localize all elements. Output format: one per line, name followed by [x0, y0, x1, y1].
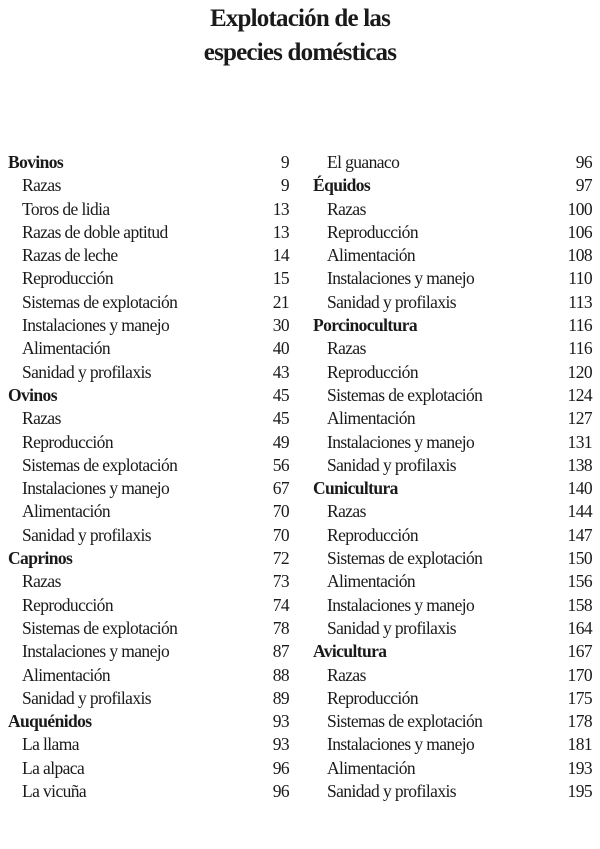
- toc-entry-label: La vicuña: [22, 781, 87, 802]
- toc-section-entry: [8, 151, 289, 174]
- title-line-2: especies domésticas: [203, 39, 397, 66]
- toc-subentry: [8, 733, 289, 756]
- toc-entry-label: Instalaciones y manejo: [22, 478, 170, 499]
- toc-page-number: 110: [568, 268, 592, 289]
- toc-subentry: [313, 664, 592, 687]
- toc-subentry: [313, 454, 592, 477]
- toc-entry-label: Alimentación: [22, 664, 111, 685]
- toc-subentry: [313, 547, 592, 570]
- toc-page-number: 73: [272, 571, 289, 592]
- toc-column-right: [313, 151, 592, 803]
- title-line-1: Explotación de las: [209, 5, 391, 32]
- toc-page-number: 158: [567, 594, 592, 615]
- toc-page-number: 97: [575, 175, 592, 196]
- toc-subentry: [313, 570, 592, 593]
- toc-entry-label: Sistemas de explotación: [22, 454, 178, 475]
- toc-subentry: [313, 594, 592, 617]
- toc-page-number: 120: [567, 361, 592, 382]
- toc-entry-label: Reproducción: [327, 361, 418, 382]
- toc-subentry: [313, 524, 592, 547]
- toc-subentry: [8, 361, 289, 384]
- toc-subentry: [8, 174, 289, 197]
- toc-entry-label: Instalaciones y manejo: [22, 315, 170, 336]
- toc-section-entry: [8, 547, 289, 570]
- toc-page-number: 89: [272, 687, 289, 708]
- toc-entry-label: Sanidad y profilaxis: [327, 617, 456, 638]
- toc-page-number: 43: [272, 361, 289, 382]
- toc-entry-label: Sanidad y profilaxis: [22, 524, 151, 545]
- toc-entry-label: Instalaciones y manejo: [327, 734, 475, 755]
- toc-subentry: [313, 617, 592, 640]
- toc-subentry: [313, 407, 592, 430]
- toc-column-left: [8, 151, 289, 803]
- toc-subentry: [8, 594, 289, 617]
- toc-entry-label: Razas: [327, 338, 366, 359]
- toc-subentry: [313, 687, 592, 710]
- toc-entry-label: Caprinos: [8, 548, 73, 569]
- toc-subentry: [313, 337, 592, 360]
- toc-entry-label: Instalaciones y manejo: [327, 431, 475, 452]
- toc-page-number: 113: [568, 291, 592, 312]
- toc-page-number: 74: [272, 594, 289, 615]
- toc-entry-label: Sistemas de explotación: [327, 711, 483, 732]
- toc-subentry: [8, 500, 289, 523]
- toc-page-number: 9: [280, 175, 289, 196]
- toc-entry-label: La alpaca: [22, 757, 85, 778]
- toc-page-number: 170: [567, 664, 592, 685]
- toc-page-number: 40: [272, 338, 289, 359]
- toc-page-number: 96: [272, 757, 289, 778]
- toc-page-number: 178: [567, 711, 592, 732]
- toc-page-number: 13: [272, 221, 289, 242]
- page-title: [0, 2, 600, 70]
- toc-subentry: [8, 267, 289, 290]
- toc-page-number: 96: [575, 152, 592, 172]
- toc-page-number: 87: [272, 641, 289, 662]
- toc-page-number: 49: [272, 431, 289, 452]
- toc-page-number: 13: [272, 198, 289, 219]
- toc-entry-label: Razas: [327, 664, 366, 685]
- toc-subentry: [8, 198, 289, 221]
- toc-entry-label: Instalaciones y manejo: [327, 594, 475, 615]
- toc-subentry: [8, 687, 289, 710]
- toc-page-number: 96: [272, 781, 289, 802]
- toc-page-number: 88: [272, 664, 289, 685]
- toc-page-number: 108: [567, 245, 592, 266]
- toc-entry-label: Bovinos: [8, 152, 64, 172]
- toc-section-entry: [8, 710, 289, 733]
- toc-entry-label: Sanidad y profilaxis: [327, 454, 456, 475]
- toc-page-number: 9: [280, 152, 289, 172]
- toc-subentry: [313, 384, 592, 407]
- toc-subentry: [313, 431, 592, 454]
- toc-entry-label: Reproducción: [22, 594, 113, 615]
- toc-entry-label: Ovinos: [8, 384, 57, 405]
- toc-subentry: [8, 244, 289, 267]
- toc-entry-label: Reproducción: [22, 431, 113, 452]
- toc-section-entry: [313, 640, 592, 663]
- toc-section-entry: [8, 384, 289, 407]
- toc-subentry: [313, 500, 592, 523]
- toc-entry-label: Sanidad y profilaxis: [22, 361, 151, 382]
- toc-page-number: 45: [272, 384, 289, 405]
- toc-entry-label: Sistemas de explotación: [327, 384, 483, 405]
- toc-subentry: [313, 244, 592, 267]
- toc-page-number: 140: [567, 478, 592, 499]
- toc-page-number: 14: [272, 245, 289, 266]
- toc-entry-label: Sistemas de explotación: [327, 548, 483, 569]
- toc-subentry: [313, 291, 592, 314]
- toc-page-number: 138: [567, 454, 592, 475]
- toc-entry-label: Instalaciones y manejo: [327, 268, 475, 289]
- toc-subentry: [8, 407, 289, 430]
- toc-page-number: 21: [272, 291, 289, 312]
- toc-page-number: 106: [567, 221, 592, 242]
- toc-page-number: 56: [272, 454, 289, 475]
- toc-entry-label: Sanidad y profilaxis: [327, 291, 456, 312]
- toc-entry-label: Alimentación: [327, 757, 416, 778]
- toc-page-number: 93: [272, 711, 289, 732]
- toc-subentry: [8, 757, 289, 780]
- toc-page-number: 78: [272, 617, 289, 638]
- toc-subentry: [8, 780, 289, 803]
- toc-page-number: 100: [567, 198, 592, 219]
- toc-subentry: [313, 151, 592, 174]
- toc-entry-label: Auquénidos: [8, 711, 92, 732]
- toc-entry-label: Razas de leche: [22, 245, 118, 266]
- toc-page-number: 15: [272, 268, 289, 289]
- toc-entry-label: Avicultura: [313, 641, 387, 662]
- toc-page-number: 30: [272, 315, 289, 336]
- toc-section-entry: [313, 477, 592, 500]
- toc-page-number: 164: [567, 617, 592, 638]
- toc-page-number: 144: [567, 501, 592, 522]
- toc-entry-label: Alimentación: [22, 501, 111, 522]
- toc-subentry: [8, 291, 289, 314]
- toc-subentry: [313, 757, 592, 780]
- toc-page-number: 181: [567, 734, 592, 755]
- toc-page-number: 150: [567, 548, 592, 569]
- toc-entry-label: Razas: [327, 198, 366, 219]
- toc-entry-label: Razas: [22, 175, 61, 196]
- toc-subentry: [8, 524, 289, 547]
- toc-subentry: [8, 617, 289, 640]
- toc-page-number: 156: [567, 571, 592, 592]
- toc-subentry: [8, 337, 289, 360]
- toc-subentry: [313, 267, 592, 290]
- toc-subentry: [8, 570, 289, 593]
- toc-entry-label: Reproducción: [22, 268, 113, 289]
- toc-section-entry: [313, 314, 592, 337]
- toc-subentry: [313, 710, 592, 733]
- toc-entry-label: Sanidad y profilaxis: [22, 687, 151, 708]
- toc-subentry: [313, 733, 592, 756]
- toc-entry-label: Alimentación: [327, 245, 416, 266]
- toc-entry-label: La llama: [22, 734, 79, 755]
- toc-subentry: [8, 664, 289, 687]
- toc-entry-label: Cunicultura: [313, 478, 398, 499]
- toc-entry-label: Sistemas de explotación: [22, 617, 178, 638]
- toc-page-number: 116: [568, 315, 592, 336]
- toc-entry-label: Razas: [22, 571, 61, 592]
- toc-page-number: 72: [272, 548, 289, 569]
- toc-entry-label: Équidos: [313, 175, 371, 196]
- toc-page-number: 147: [567, 524, 592, 545]
- toc-page-number: 127: [567, 408, 592, 429]
- toc-entry-label: Razas: [327, 501, 366, 522]
- toc-entry-label: Toros de lidia: [22, 198, 110, 219]
- toc-page-number: 131: [567, 431, 592, 452]
- toc-section-entry: [313, 174, 592, 197]
- toc-entry-label: Razas de doble aptitud: [22, 221, 168, 242]
- toc-entry-label: Razas: [22, 408, 61, 429]
- toc-entry-label: Reproducción: [327, 221, 418, 242]
- toc-subentry: [8, 314, 289, 337]
- toc-page-number: 67: [272, 478, 289, 499]
- toc-entry-label: Porcinocultura: [313, 315, 418, 336]
- toc-entry-label: Alimentación: [22, 338, 111, 359]
- toc-entry-label: Alimentación: [327, 571, 416, 592]
- toc-page-number: 124: [567, 384, 592, 405]
- toc-subentry: [8, 640, 289, 663]
- toc-subentry: [8, 477, 289, 500]
- toc-page-number: 193: [567, 757, 592, 778]
- toc-subentry: [313, 221, 592, 244]
- toc-entry-label: El guanaco: [327, 152, 400, 172]
- toc-entry-label: Alimentación: [327, 408, 416, 429]
- toc-entry-label: Sanidad y profilaxis: [327, 781, 456, 802]
- toc-subentry: [313, 198, 592, 221]
- toc-page-number: 45: [272, 408, 289, 429]
- toc-entry-label: Sistemas de explotación: [22, 291, 178, 312]
- toc-entry-label: Instalaciones y manejo: [22, 641, 170, 662]
- toc-subentry: [313, 361, 592, 384]
- toc-page-number: 70: [272, 501, 289, 522]
- toc-page-number: 195: [567, 781, 592, 802]
- toc-entry-label: Reproducción: [327, 524, 418, 545]
- toc-page-number: 175: [567, 687, 592, 708]
- toc-subentry: [8, 221, 289, 244]
- toc-subentry: [8, 454, 289, 477]
- toc-page-number: 116: [568, 338, 592, 359]
- toc-page-number: 167: [567, 641, 592, 662]
- toc-entry-label: Reproducción: [327, 687, 418, 708]
- toc-page-number: 93: [272, 734, 289, 755]
- toc-subentry: [313, 780, 592, 803]
- toc-subentry: [8, 431, 289, 454]
- toc-page-number: 70: [272, 524, 289, 545]
